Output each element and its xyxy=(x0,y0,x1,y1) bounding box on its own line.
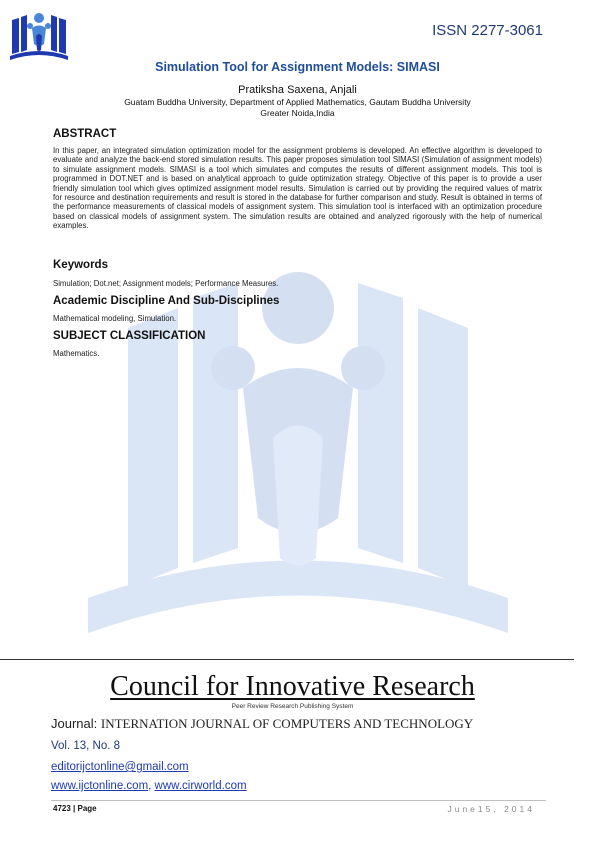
abstract-heading: ABSTRACT xyxy=(53,128,117,140)
footer-separator xyxy=(0,659,574,660)
affiliation-line-2: Greater Noida,India xyxy=(260,108,335,118)
footer-rule xyxy=(51,800,546,801)
keywords-heading: Keywords xyxy=(53,259,108,271)
journal-line xyxy=(51,716,473,732)
website-links xyxy=(51,780,247,792)
page-number: 4723 | Page xyxy=(53,804,97,813)
keywords-text: Simulation; Dot.net; Assignment models; Performance Measures. xyxy=(53,279,279,288)
affiliation-line-1: Guatam Buddha University, Department of Applied Mathematics, Gautam Buddha University xyxy=(124,97,471,107)
journal-name: INTERNATION JOURNAL OF COMPUTERS AND TECHNOLOGY xyxy=(100,716,474,731)
website-separator: , xyxy=(148,780,155,792)
paper-affiliation xyxy=(0,97,595,119)
website-link-ijct[interactable]: www.ijctonline.com xyxy=(51,780,149,792)
volume-label: Vol. 13, No. 8 xyxy=(51,740,121,752)
journal-label: Journal: xyxy=(51,716,98,731)
issn-label: ISSN 2277-3061 xyxy=(432,22,543,39)
paper-title: Simulation Tool for Assignment Models: SIMASI xyxy=(155,60,440,74)
paper-authors: Pratiksha Saxena, Anjali xyxy=(238,84,357,96)
council-heading xyxy=(0,671,585,703)
council-name: Council for Innovative Research xyxy=(110,671,475,702)
email-link[interactable]: editorijctonline@gmail.com xyxy=(51,761,189,773)
subject-heading: SUBJECT CLASSIFICATION xyxy=(53,330,206,342)
journal-logo-icon xyxy=(6,6,72,64)
discipline-heading: Academic Discipline And Sub-Disciplines xyxy=(53,295,280,307)
abstract-text: In this paper, an integrated simulation optimization model for the assignment problems is developed. An effective algorithm is developed to evaluate and analyze the back-end stored simulation results. This paper proposes simulation tool SIMASI (Simulation of assignment models) to simulate assignment models. SIMASI is a tool which simulates and computes the results of different assignment models. This tool is programmed in DOT.NET and is based on analytical approach to guide optimization strategy. Objective of this paper is to provide a user friendly simulation tool which gives optimized assignment model results. Simulation is carried out by providing the required values of matrix for resource and destination requirements and result is stored in the database for further comparison and study. Result is obtained in terms of the performance measurements of classical models of assignment system. This simulation tool is interfaced with an optimization procedure based on classical models of assignment system. The simulation results are obtained and analyzed rigorously with the help of numerical examples. xyxy=(53,146,542,231)
subject-text: Mathematics. xyxy=(53,349,100,358)
website-link-cirworld[interactable]: www.cirworld.com xyxy=(154,780,247,792)
publication-date: June15, 2014 xyxy=(447,804,535,814)
discipline-text: Mathematical modeling, Simulation. xyxy=(53,314,177,323)
peer-review-label: Peer Review Research Publishing System xyxy=(231,703,354,710)
